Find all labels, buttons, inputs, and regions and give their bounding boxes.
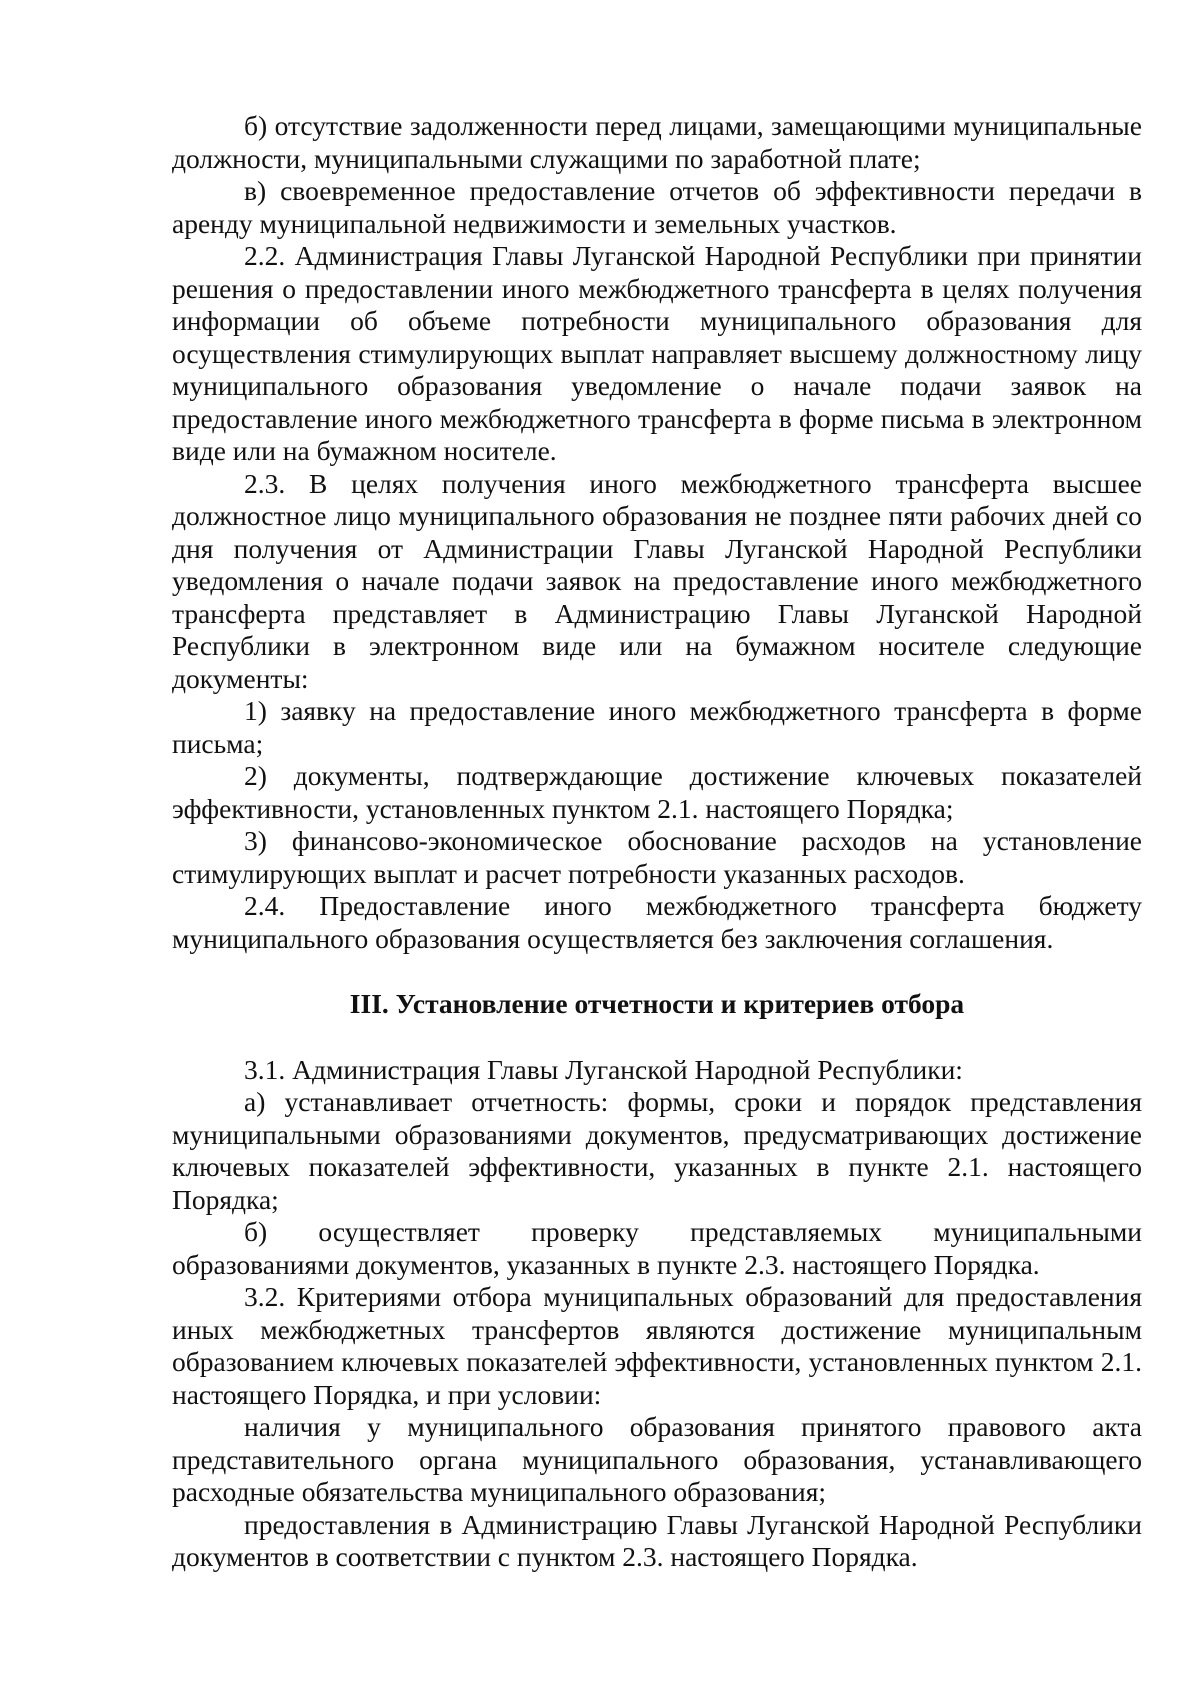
paragraph-3-2-condition-1: наличия у муниципального образования принятого правового акта представительного органа муниципального образования, устанавливающего расходные обязательства муниципального образования; [172, 1411, 1142, 1507]
paragraph-v-timely-reports: в) своевременное предоставление отчетов об эффективности передачи в аренду муниципальной недвижимости и земельных участков. [172, 175, 1142, 239]
paragraph-3-2: 3.2. Критериями отбора муниципальных образований для предоставления иных межбюджетных трансфертов являются достижение муниципальным образованием ключевых показателей эффективности, установленных пунктом 2.1. настоящего Порядка, и при условии: [172, 1281, 1142, 1410]
paragraph-3-1-b: б) осуществляет проверку представляемых муниципальными образованиями документов, указанных в пункте 2.3. настоящего Порядка. [172, 1216, 1142, 1280]
paragraph-3-2-condition-2: предоставления в Администрацию Главы Луганской Народной Республики документов в соответствии с пунктом 2.3. настоящего Порядка. [172, 1508, 1142, 1572]
paragraph-b-no-debt: б) отсутствие задолженности перед лицами, замещающими муниципальные должности, муниципальными служащими по заработной плате; [172, 110, 1142, 174]
paragraph-2-3-item-2: 2) документы, подтверждающие достижение ключевых показателей эффективности, установленных пунктом 2.1. настоящего Порядка; [172, 760, 1142, 824]
paragraph-2-2: 2.2. Администрация Главы Луганской Народной Республики при принятии решения о предоставлении иного межбюджетного трансферта в целях получения информации об объеме потребности муниципального образования для осуществления стимулирующих выплат направляет высшему должностному лицу муниципального образования уведомление о начале подачи заявок на предоставление иного межбюджетного трансферта в форме письма в электронном виде или на бумажном носителе. [172, 240, 1142, 466]
paragraph-2-3-item-1: 1) заявку на предоставление иного межбюджетного трансферта в форме письма; [172, 695, 1142, 759]
paragraph-2-3: 2.3. В целях получения иного межбюджетного трансферта высшее должностное лицо муниципального образования не позднее пяти рабочих дней со дня получения от Администрации Главы Луганской Народной Республики уведомления о начале подачи заявок на предоставление иного межбюджетного трансферта представляет в Администрацию Главы Луганской Народной Республики в электронном виде или на бумажном носителе следующие документы: [172, 467, 1142, 694]
paragraph-2-4: 2.4. Предоставление иного межбюджетного трансферта бюджету муниципального образования осуществляется без заключения соглашения. [172, 890, 1142, 954]
paragraph-2-3-item-3: 3) финансово-экономическое обоснование расходов на установление стимулирующих выплат и расчет потребности указанных расходов. [172, 825, 1142, 889]
section-heading: III. Установление отчетности и критериев отбора [349, 988, 965, 1019]
paragraph-3-1: 3.1. Администрация Главы Луганской Народной Республики: [244, 1053, 963, 1085]
paragraph-3-1-a: а) устанавливает отчетность: формы, сроки и порядок представления муниципальными образованиями документов, предусматривающих достижение ключевых показателей эффективности, указанных в пункте 2.1. настоящего Порядка; [172, 1086, 1142, 1215]
document-page [172, 110, 1142, 1574]
